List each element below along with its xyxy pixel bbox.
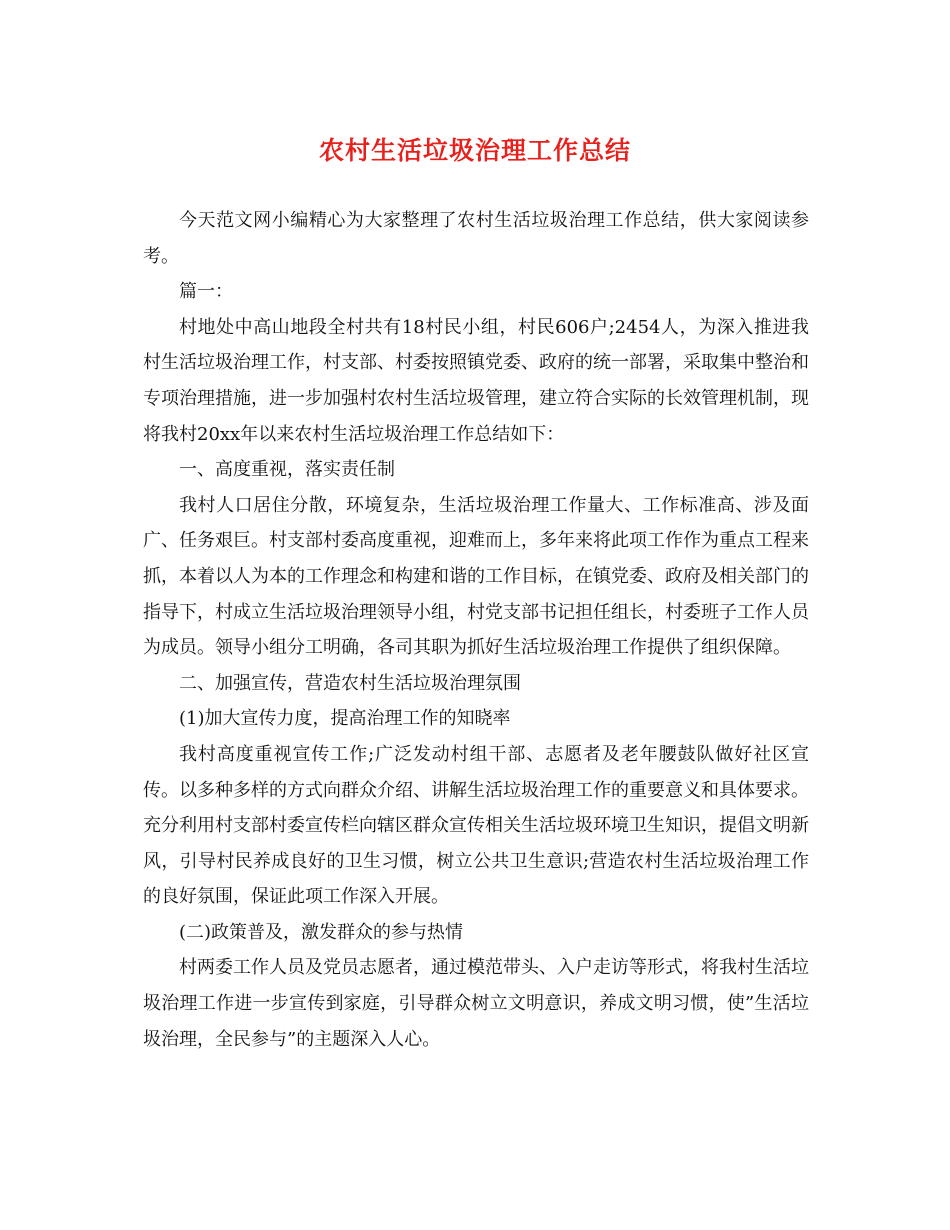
paragraph-2-2: 村两委工作人员及党员志愿者，通过模范带头、入户走访等形式，将我村生活垃圾治理工作进一步宣传到家庭，引导群众树立文明意识，养成文明习惯，使”生活垃圾治理，全民参与”的主题深入人心。: [143, 957, 809, 1050]
subheading-2-2: (二)政策普及，激发群众的参与热情: [179, 921, 464, 943]
document-title: 农村生活垃圾治理工作总结: [318, 136, 631, 165]
heading-section-2: 二、加强宣传，营造农村生活垃圾治理氛围: [179, 672, 521, 694]
paragraph-overview: 村地处中高山地段全村共有18村民小组，村民606户;2454人，为深入推进我村生活垃圾治理工作，村支部、村委按照镇党委、政府的统一部署，采取集中整治和专项治理措施，进一步加强村农村生活垃圾管理，建立符合实际的长效管理机制，现将我村20xx年以来农村生活垃圾治理工作总结如下：: [143, 316, 809, 445]
subheading-2-1: (1)加大宣传力度，提高治理工作的知晓率: [179, 708, 511, 730]
document-body: [143, 203, 809, 1057]
paragraph-section-1: 我村人口居住分散，环境复杂，生活垃圾治理工作量大、工作标准高、涉及面广、任务艰巨。村支部村委高度重视，迎难而上，多年来将此项工作作为重点工程来抓，本着以人为本的工作理念和构建和谐的工作目标，在镇党委、政府及相关部门的指导下，村成立生活垃圾治理领导小组，村党支部书记担任组长，村委班子工作人员为成员。领导小组分工明确，各司其职为抓好生活垃圾治理工作提供了组织保障。: [143, 494, 809, 659]
paragraph-intro: 今天范文网小编精心为大家整理了农村生活垃圾治理工作总结，供大家阅读参考。: [143, 210, 809, 267]
heading-section-1: 一、高度重视，落实责任制: [179, 459, 395, 481]
paragraph-section-label: 篇一：: [179, 281, 233, 303]
paragraph-2-1: 我村高度重视宣传工作;广泛发动村组干部、志愿者及老年腰鼓队做好社区宣传。以多种多样的方式向群众介绍、讲解生活垃圾治理工作的重要意义和具体要求。充分利用村支部村委宣传栏向辖区群众宣传相关生活垃圾环境卫生知识，提倡文明新风，引导村民养成良好的卫生习惯，树立公共卫生意识;营造农村生活垃圾治理工作的良好氛围，保证此项工作深入开展。: [143, 743, 809, 908]
